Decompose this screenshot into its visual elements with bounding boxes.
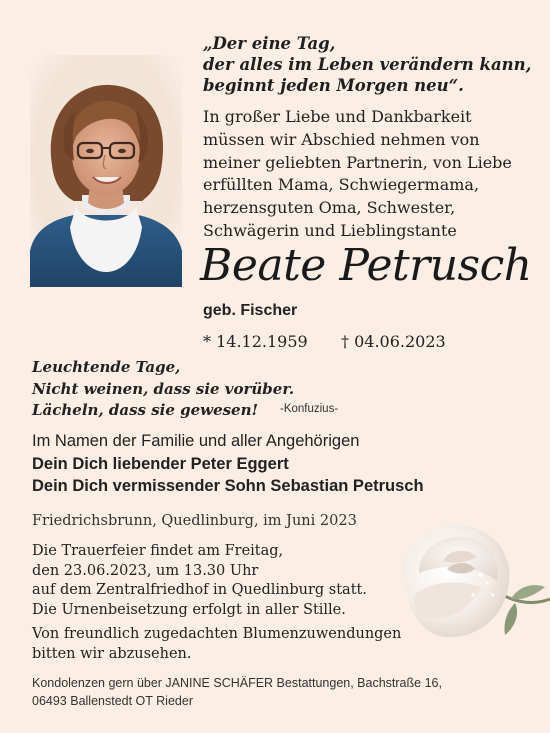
funeral-line: Die Trauerfeier findet am Freitag, [32,543,284,559]
deceased-name: Beate Petrusch [200,240,532,291]
intro-line: herzensguten Oma, Schwester, [203,198,456,218]
family-intro: Im Namen der Familie und aller Angehörigen [32,432,360,450]
funeral-line: Die Urnenbeisetzung erfolgt in aller Stille. [32,601,346,618]
portrait-photo [30,55,182,287]
family-signature [32,430,532,498]
funeral-line: den 23.06.2023, um 13.30 Uhr [32,562,259,579]
signer: Dein Dich liebender Peter Eggert [32,454,289,473]
poem-author: -Konfuzius- [280,403,339,415]
motto-line: beginnt jeden Morgen neu“. [203,76,464,95]
motto-line: der alles im Leben verändern kann, [203,55,532,74]
intro-line: erfüllten Mama, Schwiegermama, [203,175,480,195]
place-date: Friedrichsbrunn, Quedlinburg, im Juni 2023 [32,513,357,529]
motto-quote [203,33,532,96]
contact-info [32,674,512,710]
poem-line: Nicht weinen, dass sie vorüber. [32,379,295,398]
poem-line: Leuchtende Tage, [32,358,181,376]
poem-line: Lächeln, dass sie gewesen! [32,401,259,419]
intro-line: meiner geliebten Partnerin, von Liebe [203,152,512,172]
intro-line: müssen wir Abschied nehmen von [203,129,480,149]
intro-text [203,106,533,243]
flowers-note [32,625,412,664]
life-dates [203,331,533,353]
funeral-info [32,542,412,620]
maiden-name: geb. Fischer [203,302,298,319]
intro-line: In großer Liebe und Dankbarkeit [203,107,472,126]
motto-line: „Der eine Tag, [203,34,336,53]
white-rose-image [385,503,550,653]
birth-date: * 14.12.1959 [203,332,308,351]
contact-line: Kondolenzen gern über JANINE SCHÄFER Bestattungen, Bachstraße 16, [32,676,442,690]
funeral-line: auf dem Zentralfriedhof in Quedlinburg statt. [32,582,367,598]
signer: Dein Dich vermissender Sohn Sebastian Petrusch [32,477,424,495]
flowers-line: bitten wir abzusehen. [32,645,192,662]
flowers-line: Von freundlich zugedachten Blumenzuwendungen [32,626,402,642]
intro-line: Schwägerin und Lieblingstante [203,220,457,240]
death-date: † 04.06.2023 [341,332,446,351]
contact-line: 06493 Ballenstedt OT Rieder [32,694,193,708]
